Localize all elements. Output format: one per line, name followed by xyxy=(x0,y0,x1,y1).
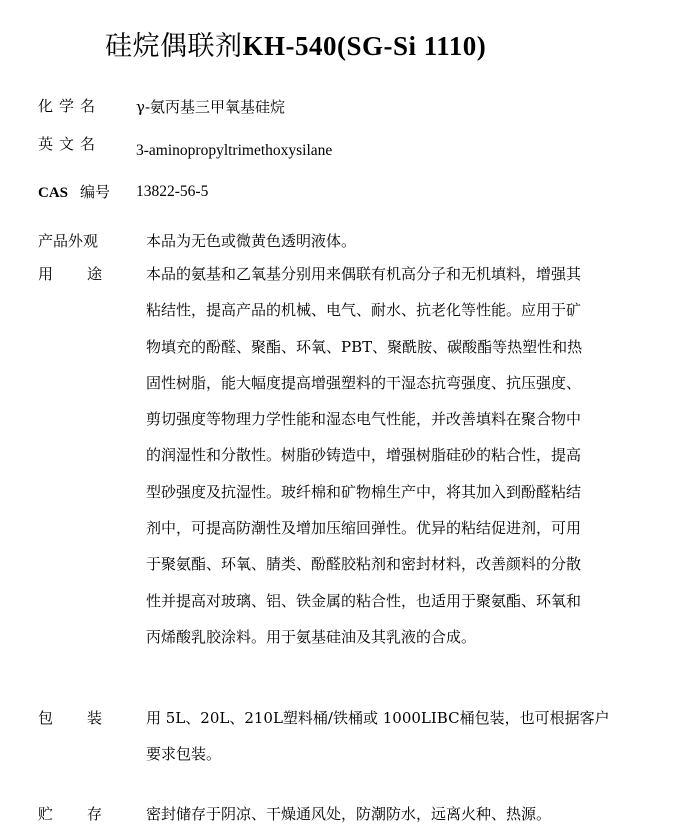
usage-paragraph xyxy=(146,256,616,655)
cas-label-bold: CAS xyxy=(38,185,69,201)
usage-line: 本品的氨基和乙氧基分别用来偶联有机高分子和无机填料，增强其 xyxy=(146,265,582,283)
usage-line: 性并提高对玻璃、铝、铁金属的粘合性，也适用于聚氨酯、环氧和 xyxy=(146,591,582,610)
en-name-label: 英文名 xyxy=(38,135,102,153)
packaging-text xyxy=(146,700,610,772)
title-product-code: KH-540(SG-Si 1110) xyxy=(242,31,487,61)
storage-label: 贮存 xyxy=(38,805,137,823)
title-chinese: 硅烷偶联剂 xyxy=(105,31,243,62)
packaging-label: 包装 xyxy=(38,709,137,727)
usage-line: 于聚氨酯、环氧、腈类、酚醛胶粘剂和密封材料，改善颜料的分散 xyxy=(146,555,582,574)
usage-line: 粘结性，提高产品的机械、电气、耐水、抗老化等性能。应用于矿 xyxy=(146,301,582,320)
chem-name-label: 化学名 xyxy=(38,97,102,115)
storage-value: 密封储存于阴凉、干燥通风处，防潮防水，远离火种、热源。 xyxy=(146,805,552,823)
usage-line: 剂中，可提高防潮性及增加压缩回弹性。优异的粘结促进剂，可用 xyxy=(146,519,582,538)
usage-line: 物填充的酚醛、聚酯、环氧、PBT、聚酰胺、碳酸酯等热塑性和热 xyxy=(146,337,583,356)
packaging-line: 要求包装。 xyxy=(146,745,222,763)
usage-line: 固性树脂，能大幅度提高增强塑料的干湿态抗弯强度、抗压强度、 xyxy=(146,373,582,392)
en-name-value: 3-aminopropyltrimethoxysilane xyxy=(136,142,333,159)
cas-label-text: 编号 xyxy=(80,183,111,201)
cas-label xyxy=(38,180,110,205)
packaging-line: 用 5L、20L、210L塑料桶/铁桶或 1000LIBC桶包装，也可根据客户 xyxy=(146,709,610,727)
usage-line: 剪切强度等物理力学性能和湿态电气性能，并改善填料在聚合物中 xyxy=(146,410,582,429)
usage-line: 型砂强度及抗湿性。玻纤棉和矿物棉生产中，将其加入到酚醛粘结 xyxy=(146,482,582,501)
usage-label: 用途 xyxy=(38,265,137,283)
usage-line: 丙烯酸乳胶涂料。用于氨基硅油及其乳液的合成。 xyxy=(146,627,477,646)
appearance-label: 产品外观 xyxy=(38,232,99,250)
appearance-value: 本品为无色或微黄色透明液体。 xyxy=(146,232,357,250)
page-title xyxy=(105,26,486,67)
cas-value: 13822-56-5 xyxy=(136,183,209,200)
usage-line: 的润湿性和分散性。树脂砂铸造中，增强树脂硅砂的粘合性，提高 xyxy=(146,446,582,465)
chem-name-value: γ-氨丙基三甲氧基硅烷 xyxy=(136,98,286,116)
